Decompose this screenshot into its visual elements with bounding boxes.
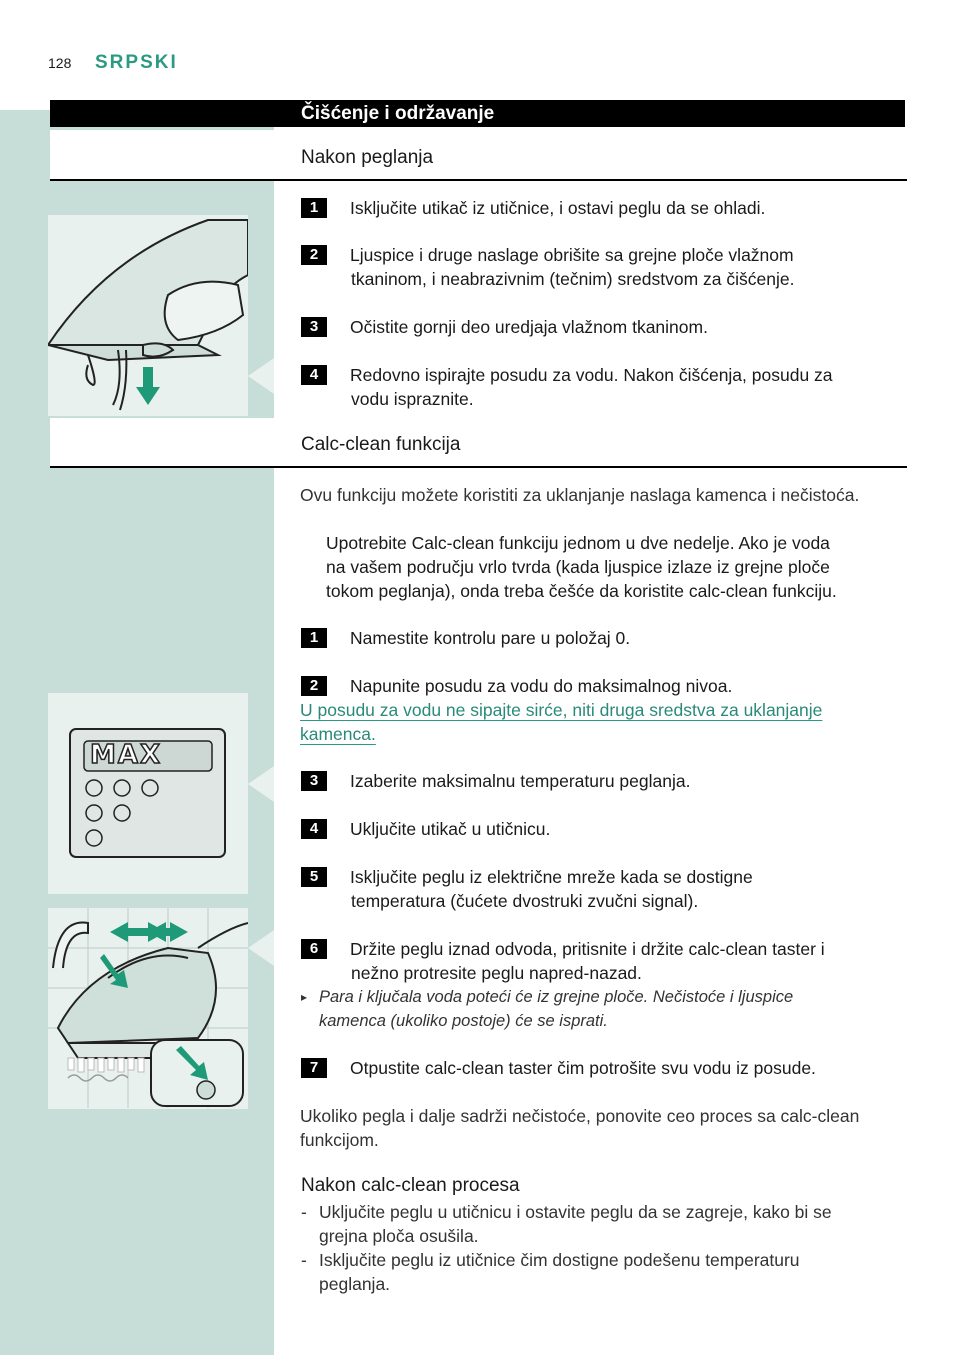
subheading-nakon-peglanja: Nakon peglanja: [301, 147, 434, 168]
step-number: 6: [301, 939, 327, 959]
list-dash: -: [301, 1202, 307, 1222]
result-bullet: ▸: [301, 990, 308, 1004]
step-text: nežno protresite peglu napred-nazad.: [351, 963, 642, 983]
step-text: Namestite kontrolu pare u položaj 0.: [350, 628, 631, 648]
step-number: 2: [301, 245, 327, 265]
intro-text: Ovu funkciju možete koristiti za uklanjanje naslaga kamenca i nečistoća.: [300, 485, 860, 505]
step-number: 4: [301, 365, 327, 385]
calc-clean-illustration: [48, 908, 248, 1109]
warning-text: U posudu za vodu ne sipajte sirće, niti druga sredstva za uklanjanje: [300, 700, 823, 720]
warning-text: kamenca.: [300, 724, 376, 744]
step-text: Napunite posudu za vodu do maksimalnog nivoa.: [350, 676, 733, 696]
step-text: Držite peglu iznad odvoda, pritisnite i držite calc-clean taster i: [350, 939, 825, 959]
heading-patch: [50, 130, 274, 179]
step-text: tkaninom, i neabrazivnim (tečnim) sredstvom za čišćenje.: [351, 269, 795, 289]
step-text: Isključite utikač iz utičnice, i ostavi peglu da se ohladi.: [350, 198, 766, 218]
repeat-text: funkcijom.: [300, 1130, 379, 1150]
language-label: SRPSKI: [95, 52, 178, 73]
result-text: Para i ključala voda poteći će iz grejne ploče. Nečistoće i ljuspice: [319, 988, 794, 1006]
step-number: 3: [301, 771, 327, 791]
heading-patch: [50, 418, 274, 466]
step-text: Uključite utikač u utičnicu.: [350, 819, 551, 839]
step-text: Otpustite calc-clean taster čim potrošite svu vodu iz posude.: [350, 1058, 816, 1078]
step-text: Izaberite maksimalnu temperaturu peglanja.: [350, 771, 691, 791]
step-text: Isključite peglu iz električne mreže kada se dostigne: [350, 867, 753, 887]
max-panel-illustration: [48, 693, 248, 894]
step-number: 7: [301, 1058, 327, 1078]
section-title: Čišćenje i održavanje: [301, 103, 495, 124]
figure-pointer: [248, 930, 274, 966]
list-item: Isključite peglu iz utičnice čim dostigne podešenu temperaturu: [319, 1250, 800, 1270]
page-number: 128: [48, 55, 72, 71]
step-number: 1: [301, 198, 327, 218]
step-text: temperatura (čućete dvostruki zvučni signal).: [351, 891, 699, 911]
list-item: peglanja.: [319, 1274, 391, 1294]
divider: [50, 179, 907, 181]
note-line: na vašem području vrlo tvrda (kada ljuspice izlaze iz grejne ploče: [326, 557, 830, 577]
step-text: Redovno ispirajte posudu za vodu. Nakon čišćenja, posudu za: [350, 365, 833, 385]
figure-pointer: [248, 358, 274, 394]
step-number: 2: [301, 676, 327, 696]
figure-pointer: [248, 766, 274, 802]
step-number: 5: [301, 867, 327, 887]
divider: [50, 466, 907, 468]
step-number: 1: [301, 628, 327, 648]
result-text: kamenca (ukoliko postoje) će se isprati.: [319, 1012, 608, 1030]
step-number: 4: [301, 819, 327, 839]
note-line: tokom peglanja), onda treba češće da koristite calc-clean funkciju.: [326, 581, 837, 601]
step-text: Ljuspice i druge naslage obrišite sa grejne ploče vlažnom: [350, 245, 794, 265]
max-label: MAX: [90, 740, 163, 770]
note-line: Upotrebite Calc-clean funkciju jednom u dve nedelje. Ako je voda: [326, 533, 830, 553]
step-number: 3: [301, 317, 327, 337]
repeat-text: Ukoliko pegla i dalje sadrži nečistoće, ponovite ceo proces sa calc-clean: [300, 1106, 860, 1126]
step-text: vodu ispraznite.: [351, 389, 474, 409]
step-text: Očistite gornji deo uredjaja vlažnom tkaninom.: [350, 317, 708, 337]
subheading-calc-clean: Calc-clean funkcija: [301, 434, 461, 455]
subheading-after-calc: Nakon calc-clean procesa: [301, 1175, 520, 1196]
list-item: grejna ploča osušila.: [319, 1226, 479, 1246]
list-item: Uključite peglu u utičnicu i ostavite peglu da se zagreje, kako bi se: [319, 1202, 832, 1222]
list-dash: -: [301, 1250, 307, 1270]
iron-cleaning-illustration: [48, 215, 248, 416]
